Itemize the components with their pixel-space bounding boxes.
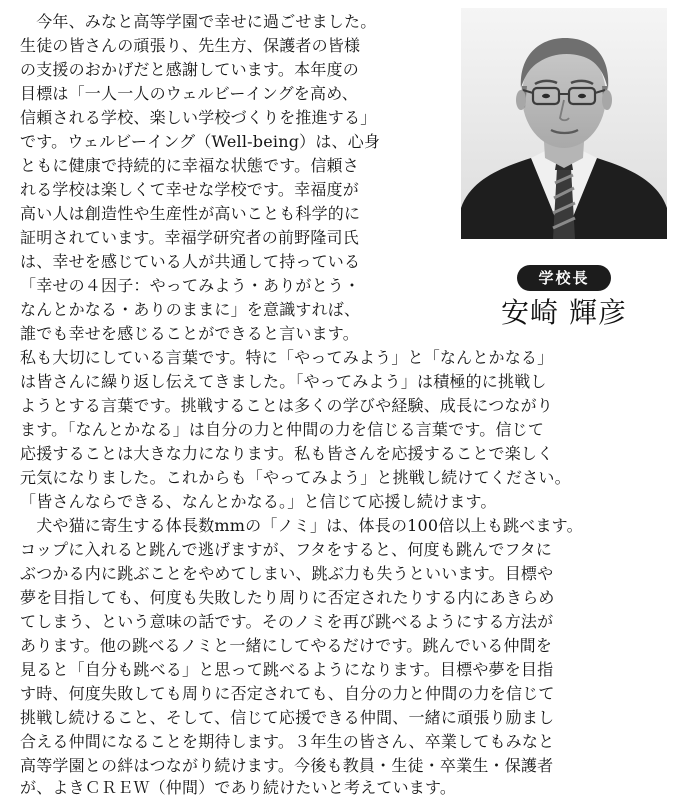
body-line: 信頼される学校、楽しい学校づくりを推進する」 [20,108,377,127]
body-line: 合える仲間になることを期待します。３年生の皆さん、卒業してもみなと [20,732,555,751]
body-line: 夢を目指しても、何度も失敗したり周りに否定されたりする内にあきらめ [20,588,555,607]
body-line: 高い人は創造性や生産性が高いことも科学的に [20,204,361,223]
body-line: あります。他の跳べるノミと一緒にしてやるだけです。跳んでいる仲間を [20,636,553,655]
body-line: 私も大切にしている言葉です。特に「やってみよう」と「なんとかなる」 [20,348,554,367]
body-line: 生徒の皆さんの頑張り、先生方、保護者の皆様 [20,36,361,55]
body-line: 高等学園との絆はつながり続けます。今後も教員・生徒・卒業生・保護者 [20,756,554,775]
body-line: ぶつかる内に跳ぶことをやめてしまい、跳ぶ力も失うといいます。目標や [20,564,554,583]
body-line: ようとする言葉です。挑戦することは多くの学びや経験、成長につながり [20,396,554,415]
body-line: 誰でも幸せを感じることができると言います。 [20,324,359,343]
principal-name: 安崎 輝彦 [501,296,627,329]
body-line: ます。「なんとかなる」は自分の力と仲間の力を信じる言葉です。信じて [20,420,545,439]
body-line: れる学校は楽しくて幸せな学校です。幸福度が [20,180,359,199]
body-line: 「皆さんならできる、なんとかなる。」と信じて応援し続けます。 [20,492,497,511]
body-line: の支援のおかげだと感謝しています。本年度の [20,60,359,79]
body-line: 応援することは大きな力になります。私も皆さんを応援することで楽しく [20,444,554,463]
body-line: は皆さんに繰り返し伝えてきました。「やってみよう」は積極的に挑戦し [20,372,547,391]
body-line: が、よきＣＲＥＷ（仲間）であり続けたいと考えています。 [20,778,457,797]
body-line: なんとかなる・ありのままに」を意識すれば、 [20,300,361,319]
body-line: 元気になりました。これからも「やってみよう」と挑戦し続けてください。 [20,468,571,487]
principal-photo [461,8,667,239]
body-line: 目標は「一人一人のウェルビーイングを高め、 [20,84,358,103]
body-line: コップに入れると跳んで逃げますが、フタをすると、何度も跳んでフタに [20,540,553,559]
body-line: 挑戦し続けること、そして、信じて応援できる仲間、一緒に頑張り励まし [20,708,555,727]
portrait-illustration [461,8,667,239]
body-line: 証明されています。幸福学研究者の前野隆司氏 [20,228,359,247]
body-line: ともに健康で持続的に幸福な状態です。信頼さ [20,156,359,175]
body-line: です。ウェルビーイング（Well-being）は、心身 [20,132,381,151]
body-line: 今年、みなと高等学園で幸せに過ごせました。 [20,12,377,31]
body-line: 見ると「自分も跳べる」と思って跳べるようになります。目標や夢を目指 [20,660,554,679]
role-badge: 学校長 [517,265,611,291]
body-line: てしまう、という意味の話です。そのノミを再び跳べるようにする方法が [20,612,554,631]
body-line: は、幸せを感じている人が共通して持っている [20,252,361,271]
body-line: 犬や猫に寄生する体長数mmの「ノミ」は、体長の100倍以上も跳べます。 [20,516,583,535]
body-line: 「幸せの４因子：やってみよう・ありがとう・ [20,276,361,295]
body-line: す時、何度失敗しても周りに否定されても、自分の力と仲間の力を信じて [20,684,555,703]
